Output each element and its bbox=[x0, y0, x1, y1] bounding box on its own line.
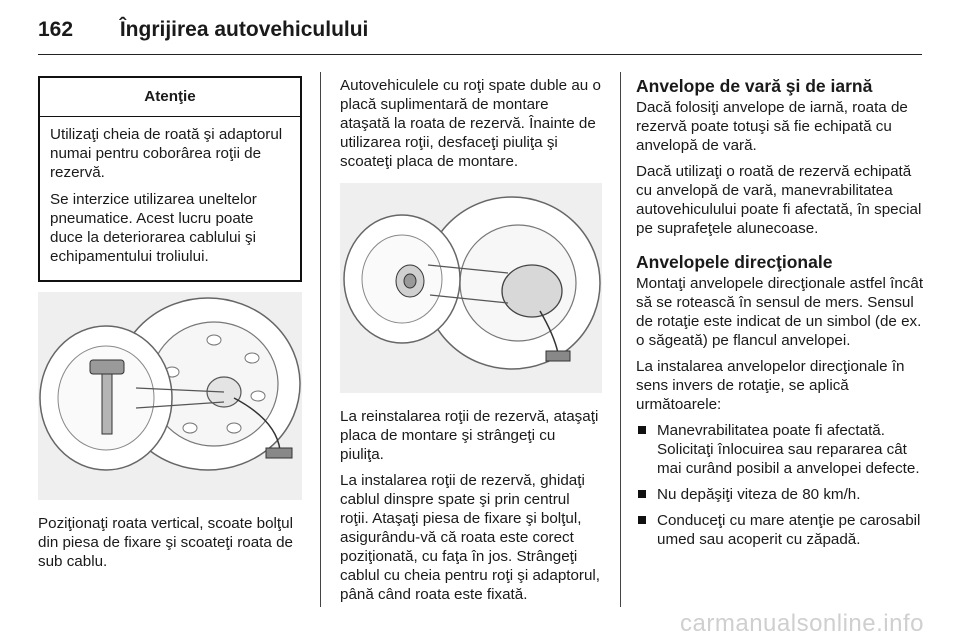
wheel-lowering-illustration bbox=[38, 292, 302, 500]
directional-tyre-list bbox=[636, 421, 924, 549]
warning-paragraph: Utilizaţi cheia de roată şi adaptorul numai pentru coborârea roţii de rezervă. bbox=[50, 126, 283, 181]
list-item: Nu depăşiţi viteza de 80 km/h. bbox=[636, 485, 924, 504]
page-title: Îngrijirea autovehiculului bbox=[119, 18, 369, 41]
column-1 bbox=[38, 76, 302, 578]
column-2 bbox=[340, 76, 602, 611]
header-rule bbox=[38, 54, 922, 55]
list-item: Manevrabilitatea poate fi afectată. Solicitaţi înlocuirea sau repararea cât mai curând posibil a anvelopei defecte. bbox=[636, 421, 924, 478]
bullet-square-icon bbox=[638, 490, 646, 498]
col2-paragraph: La reinstalarea roţii de rezervă, ataşaţi placa de montare şi strângeţi cu piuliţa. bbox=[340, 408, 599, 463]
page-header bbox=[38, 18, 368, 42]
watermark: carmanualsonline.info bbox=[680, 610, 924, 637]
warning-paragraph: Se interzice utilizarea uneltelor pneumatice. Acest lucru poate duce la deteriorarea cablului şi echipamentului troliului. bbox=[50, 191, 257, 265]
column-3 bbox=[636, 76, 924, 556]
col3-paragraph: La instalarea anvelopelor direcţionale în sens invers de rotaţie, se aplică următoarele: bbox=[636, 358, 905, 413]
bullet-square-icon bbox=[638, 426, 646, 434]
mounting-plate-illustration bbox=[340, 183, 602, 393]
warning-box bbox=[38, 76, 302, 282]
bullet-square-icon bbox=[638, 516, 646, 524]
mounting-plate-diagram bbox=[340, 183, 602, 393]
section-heading-directional: Anvelopele direcţionale bbox=[636, 252, 833, 272]
col3-paragraph: Dacă folosiţi anvelope de iarnă, roata de rezervă poate totuşi să fie echipată cu anvelopă de vară. bbox=[636, 99, 908, 154]
column-divider-1 bbox=[320, 72, 321, 607]
col3-paragraph: Dacă utilizaţi o roată de rezervă echipată cu anvelopă de vară, manevrabilitatea autovehiculului poate fi afectată, în special pe suprafeţele alunecoase. bbox=[636, 163, 922, 237]
col3-paragraph: Montaţi anvelopele direcţionale astfel încât să se rotească în sensul de mers. Sensul de rotaţie este indicat de un simbol (de ex. o săgeată) pe flancul anvelopei. bbox=[636, 275, 924, 349]
warning-body bbox=[40, 117, 300, 280]
page-number: 162 bbox=[38, 18, 74, 41]
section-heading-summer-winter: Anvelope de vară şi de iarnă bbox=[636, 76, 873, 96]
col1-paragraph: Poziţionaţi roata vertical, scoate bolţul din piesa de fixare şi scoateţi roata de sub cablu. bbox=[38, 515, 293, 570]
warning-title: Atenţie bbox=[40, 78, 300, 117]
list-item: Conduceţi cu mare atenţie pe carosabil umed sau acoperit cu zăpadă. bbox=[636, 511, 924, 549]
col2-paragraph: La instalarea roţii de rezervă, ghidaţi cablul dinspre spate şi prin centrul roţii. Ataşaţi piesa de fixare şi bolţul, asigurându-vă că roata este corect poziţionată, cu faţa în jos. Strângeţi cablul cu cheia pentru roţi şi adaptorul, până când roata este fixată. bbox=[340, 472, 601, 603]
col2-intro: Autovehiculele cu roţi spate duble au o placă suplimentară de montare ataşată la roata de rezervă. Înainte de utilizarea roţii, desfaceţi piuliţa şi scoateţi placa de montare. bbox=[340, 77, 601, 170]
column-divider-2 bbox=[620, 72, 621, 607]
wheel-cable-illustration bbox=[38, 292, 302, 500]
